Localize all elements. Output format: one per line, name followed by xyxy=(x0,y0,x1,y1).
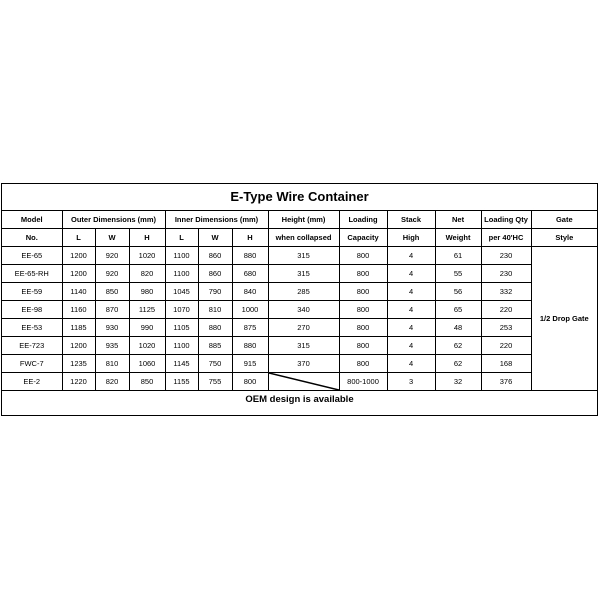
cell-outer-l: 1185 xyxy=(62,319,95,337)
cell-outer-l: 1235 xyxy=(62,355,95,373)
cell-loading-capacity: 800 xyxy=(339,337,387,355)
cell-stack-high: 4 xyxy=(387,265,435,283)
cell-height-collapsed: 370 xyxy=(268,355,339,373)
cell-outer-h: 1020 xyxy=(129,247,165,265)
spec-sheet xyxy=(1,183,598,416)
cell-loading-qty: 220 xyxy=(481,337,531,355)
cell-outer-l: 1200 xyxy=(62,247,95,265)
cell-outer-w: 820 xyxy=(95,373,129,391)
table-row xyxy=(2,247,597,265)
cell-loading-capacity: 800-1000 xyxy=(339,373,387,391)
cell-loading-capacity: 800 xyxy=(339,283,387,301)
cell-height-collapsed: 315 xyxy=(268,265,339,283)
header-outer-w: W xyxy=(95,229,129,247)
header-row-2 xyxy=(2,229,597,247)
cell-loading-qty: 332 xyxy=(481,283,531,301)
header-loading-qty: Loading Qty xyxy=(481,211,531,229)
cell-net-weight: 62 xyxy=(435,337,481,355)
table-row xyxy=(2,373,597,391)
cell-inner-w: 885 xyxy=(198,337,232,355)
header-model-no: No. xyxy=(2,229,62,247)
header-inner-h: H xyxy=(232,229,268,247)
cell-model: EE-59 xyxy=(2,283,62,301)
cell-stack-high: 4 xyxy=(387,337,435,355)
cell-outer-l: 1220 xyxy=(62,373,95,391)
header-height: Height (mm) xyxy=(268,211,339,229)
cell-net-weight: 65 xyxy=(435,301,481,319)
table-row xyxy=(2,265,597,283)
cell-stack-high: 4 xyxy=(387,319,435,337)
cell-height-collapsed: 270 xyxy=(268,319,339,337)
cell-inner-w: 880 xyxy=(198,319,232,337)
table-row xyxy=(2,337,597,355)
cell-outer-h: 990 xyxy=(129,319,165,337)
cell-height-collapsed: 285 xyxy=(268,283,339,301)
header-gate-style: Style xyxy=(531,229,597,247)
footer-note: OEM design is available xyxy=(245,394,354,405)
cell-loading-qty: 230 xyxy=(481,265,531,283)
cell-stack-high: 3 xyxy=(387,373,435,391)
header-stack: Stack xyxy=(387,211,435,229)
cell-inner-h: 1000 xyxy=(232,301,268,319)
cell-net-weight: 56 xyxy=(435,283,481,301)
header-loading-qty-40hc: per 40'HC xyxy=(481,229,531,247)
cell-height-collapsed: 340 xyxy=(268,301,339,319)
cell-outer-h: 1125 xyxy=(129,301,165,319)
header-inner-l: L xyxy=(165,229,198,247)
header-stack-high: High xyxy=(387,229,435,247)
cell-model: EE-2 xyxy=(2,373,62,391)
table-title: E-Type Wire Container xyxy=(2,184,597,211)
cell-model: EE-53 xyxy=(2,319,62,337)
cell-outer-l: 1200 xyxy=(62,337,95,355)
cell-outer-l: 1200 xyxy=(62,265,95,283)
cell-inner-l: 1105 xyxy=(165,319,198,337)
diagonal-line xyxy=(269,373,339,390)
cell-outer-w: 935 xyxy=(95,337,129,355)
spec-table xyxy=(2,211,597,391)
cell-loading-qty: 168 xyxy=(481,355,531,373)
header-outer-l: L xyxy=(62,229,95,247)
cell-loading-capacity: 800 xyxy=(339,355,387,373)
cell-stack-high: 4 xyxy=(387,355,435,373)
cell-outer-w: 920 xyxy=(95,265,129,283)
cell-inner-h: 840 xyxy=(232,283,268,301)
cell-inner-h: 875 xyxy=(232,319,268,337)
cell-loading-capacity: 800 xyxy=(339,247,387,265)
cell-outer-h: 820 xyxy=(129,265,165,283)
cell-inner-l: 1155 xyxy=(165,373,198,391)
cell-inner-l: 1100 xyxy=(165,265,198,283)
cell-loading-qty: 253 xyxy=(481,319,531,337)
cell-model: EE-65-RH xyxy=(2,265,62,283)
cell-outer-h: 980 xyxy=(129,283,165,301)
table-row xyxy=(2,319,597,337)
cell-outer-l: 1160 xyxy=(62,301,95,319)
cell-outer-h: 1020 xyxy=(129,337,165,355)
cell-loading-qty: 220 xyxy=(481,301,531,319)
header-net: Net xyxy=(435,211,481,229)
header-height-collapsed: when collapsed xyxy=(268,229,339,247)
header-loading: Loading xyxy=(339,211,387,229)
cell-inner-h: 880 xyxy=(232,247,268,265)
cell-model: EE-65 xyxy=(2,247,62,265)
header-row-1 xyxy=(2,211,597,229)
header-inner-dimensions: Inner Dimensions (mm) xyxy=(165,211,268,229)
cell-inner-w: 750 xyxy=(198,355,232,373)
cell-net-weight: 62 xyxy=(435,355,481,373)
cell-inner-w: 790 xyxy=(198,283,232,301)
cell-net-weight: 32 xyxy=(435,373,481,391)
header-outer-h: H xyxy=(129,229,165,247)
cell-stack-high: 4 xyxy=(387,283,435,301)
cell-stack-high: 4 xyxy=(387,247,435,265)
cell-loading-qty: 230 xyxy=(481,247,531,265)
cell-outer-w: 870 xyxy=(95,301,129,319)
cell-inner-h: 680 xyxy=(232,265,268,283)
cell-inner-l: 1100 xyxy=(165,337,198,355)
cell-loading-capacity: 800 xyxy=(339,265,387,283)
table-row xyxy=(2,283,597,301)
header-net-weight: Weight xyxy=(435,229,481,247)
cell-loading-capacity: 800 xyxy=(339,319,387,337)
cell-inner-h: 915 xyxy=(232,355,268,373)
cell-inner-w: 810 xyxy=(198,301,232,319)
cell-outer-w: 810 xyxy=(95,355,129,373)
cell-height-collapsed-empty xyxy=(268,373,339,391)
cell-inner-l: 1100 xyxy=(165,247,198,265)
cell-outer-w: 850 xyxy=(95,283,129,301)
cell-gate-style: 1/2 Drop Gate xyxy=(531,247,597,391)
cell-loading-capacity: 800 xyxy=(339,301,387,319)
cell-outer-h: 1060 xyxy=(129,355,165,373)
cell-net-weight: 48 xyxy=(435,319,481,337)
cell-outer-w: 930 xyxy=(95,319,129,337)
cell-loading-qty: 376 xyxy=(481,373,531,391)
cell-model: EE-723 xyxy=(2,337,62,355)
cell-height-collapsed: 315 xyxy=(268,337,339,355)
cell-stack-high: 4 xyxy=(387,301,435,319)
header-gate: Gate xyxy=(531,211,597,229)
cell-outer-h: 850 xyxy=(129,373,165,391)
cell-inner-w: 860 xyxy=(198,265,232,283)
cell-model: EE-98 xyxy=(2,301,62,319)
header-outer-dimensions: Outer Dimensions (mm) xyxy=(62,211,165,229)
table-row xyxy=(2,355,597,373)
cell-inner-w: 860 xyxy=(198,247,232,265)
cell-inner-l: 1145 xyxy=(165,355,198,373)
cell-net-weight: 61 xyxy=(435,247,481,265)
cell-outer-w: 920 xyxy=(95,247,129,265)
header-model: Model xyxy=(2,211,62,229)
header-inner-w: W xyxy=(198,229,232,247)
cell-inner-h: 880 xyxy=(232,337,268,355)
cell-net-weight: 55 xyxy=(435,265,481,283)
cell-outer-l: 1140 xyxy=(62,283,95,301)
cell-inner-h: 800 xyxy=(232,373,268,391)
cell-inner-w: 755 xyxy=(198,373,232,391)
cell-inner-l: 1070 xyxy=(165,301,198,319)
cell-height-collapsed: 315 xyxy=(268,247,339,265)
header-loading-capacity: Capacity xyxy=(339,229,387,247)
table-row xyxy=(2,301,597,319)
cell-model: FWC-7 xyxy=(2,355,62,373)
cell-inner-l: 1045 xyxy=(165,283,198,301)
